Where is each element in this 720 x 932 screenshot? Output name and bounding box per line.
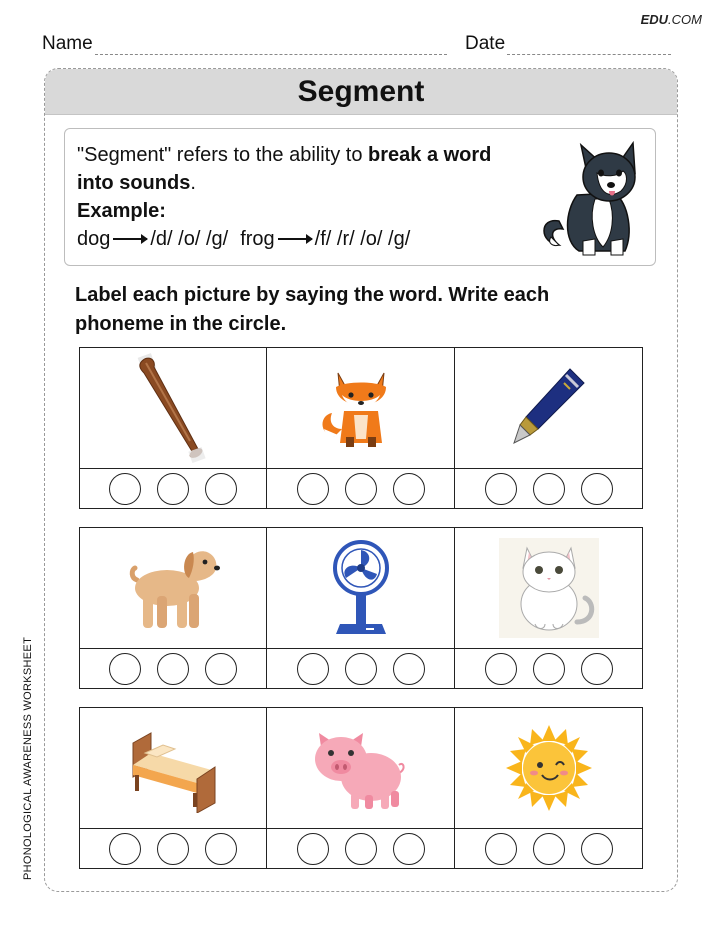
bed-icon: [123, 723, 223, 813]
phoneme-circle[interactable]: [157, 653, 189, 685]
phoneme-circle[interactable]: [109, 833, 141, 865]
phoneme-circle[interactable]: [533, 833, 565, 865]
phoneme-circle[interactable]: [297, 833, 329, 865]
phoneme-circles: [267, 469, 455, 508]
phoneme-circle[interactable]: [581, 473, 613, 505]
phoneme-circles: [267, 649, 455, 688]
side-label: PHONOLOGICAL AWARENESS WORKSHEET: [22, 636, 34, 880]
picture-grid-row-1: [79, 347, 643, 509]
phoneme-circle[interactable]: [485, 653, 517, 685]
phoneme-circle[interactable]: [581, 833, 613, 865]
phoneme-circle[interactable]: [297, 653, 329, 685]
phoneme-circle[interactable]: [157, 473, 189, 505]
phoneme-circles: [80, 829, 267, 868]
phoneme-circle[interactable]: [205, 653, 237, 685]
phoneme-circle[interactable]: [393, 833, 425, 865]
phoneme-circles: [455, 649, 642, 688]
phoneme-circle[interactable]: [345, 473, 377, 505]
phoneme-circle[interactable]: [393, 653, 425, 685]
name-label: Name: [42, 33, 93, 54]
date-field[interactable]: [465, 33, 671, 55]
picture-cell: [80, 708, 267, 829]
picture-cell: [80, 348, 267, 469]
picture-cell: [267, 708, 455, 829]
fox-icon: [316, 363, 406, 453]
arrow-icon: [113, 238, 147, 240]
picture-cell: [267, 528, 455, 649]
picture-grid-row-3: [79, 707, 643, 869]
cat-icon: [499, 538, 599, 638]
phoneme-circle[interactable]: [485, 473, 517, 505]
phoneme-circle[interactable]: [533, 473, 565, 505]
phoneme-circles: [80, 469, 267, 508]
pig-icon: [311, 723, 411, 813]
phoneme-circle[interactable]: [109, 473, 141, 505]
picture-cell: [455, 708, 642, 829]
worksheet-frame: [44, 68, 678, 892]
name-field[interactable]: [42, 33, 447, 55]
brand-logo: EDU.COM: [640, 12, 702, 27]
phoneme-circle[interactable]: [485, 833, 517, 865]
picture-cell: [80, 528, 267, 649]
phoneme-circle[interactable]: [581, 653, 613, 685]
title-bar: [45, 69, 677, 115]
phoneme-circles: [455, 469, 642, 508]
phoneme-circle[interactable]: [157, 833, 189, 865]
example-label: Example:: [77, 200, 166, 222]
baseball-bat-icon: [118, 353, 228, 463]
phoneme-circles: [80, 649, 267, 688]
fan-icon: [326, 538, 396, 638]
phoneme-circle[interactable]: [205, 473, 237, 505]
date-label: Date: [465, 33, 506, 54]
husky-dog-icon: [537, 133, 647, 261]
definition-box: [64, 128, 656, 266]
date-line[interactable]: [507, 38, 671, 55]
page-title: Segment: [297, 74, 425, 108]
phoneme-circle[interactable]: [345, 833, 377, 865]
sun-icon: [504, 723, 594, 813]
phoneme-circle[interactable]: [393, 473, 425, 505]
arrow-icon: [278, 238, 312, 240]
definition-text: "Segment" refers to the ability to break a word into sounds. Example: dog /d/ /o/ /g/ frog /f/ /r/ /o/ /g/: [77, 141, 567, 253]
picture-cell: [455, 348, 642, 469]
phoneme-circle[interactable]: [533, 653, 565, 685]
picture-cell: [267, 348, 455, 469]
instruction-text: Label each picture by saying the word. Write each phoneme in the circle.: [75, 284, 550, 335]
example-line: dog /d/ /o/ /g/ frog /f/ /r/ /o/ /g/: [77, 228, 411, 250]
picture-cell: [455, 528, 642, 649]
name-line[interactable]: [95, 38, 447, 55]
pen-icon: [504, 363, 594, 453]
phoneme-circle[interactable]: [297, 473, 329, 505]
phoneme-circle[interactable]: [205, 833, 237, 865]
phoneme-circle[interactable]: [109, 653, 141, 685]
dog-icon: [123, 540, 223, 636]
phoneme-circle[interactable]: [345, 653, 377, 685]
picture-grid-row-2: [79, 527, 643, 689]
phoneme-circles: [455, 829, 642, 868]
phoneme-circles: [267, 829, 455, 868]
